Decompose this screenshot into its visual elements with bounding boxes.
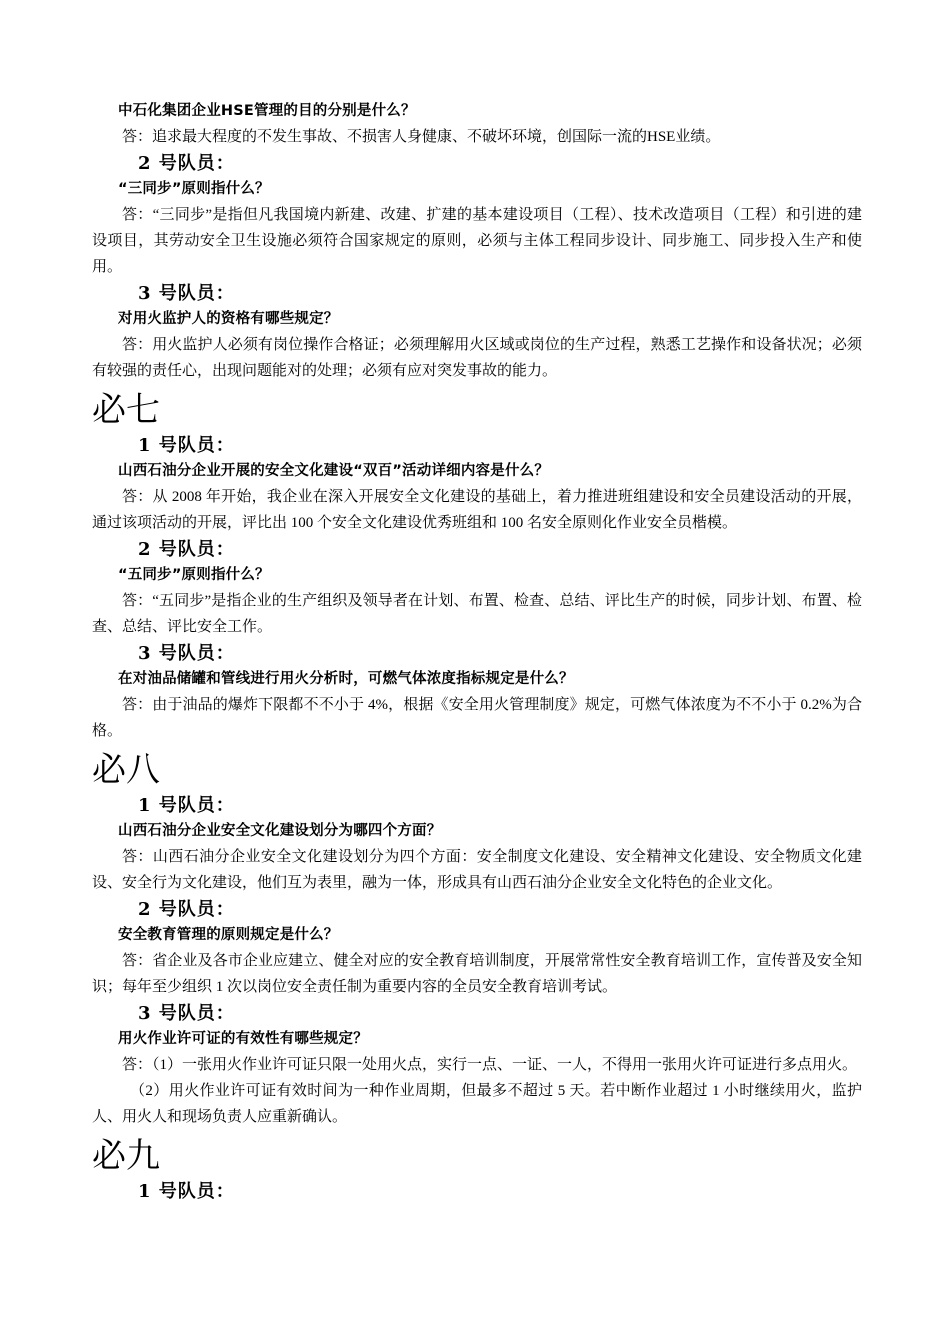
team-member-heading: 1 号队员：: [138, 435, 235, 456]
team-member-heading: 3 号队员：: [138, 283, 235, 304]
question: “五同步”原则指什么？: [118, 567, 270, 583]
answer: 答：用火监护人必须有岗位操作合格证；必须理解用火区域或岗位的生产过程，熟悉工艺操作和设备状况；必须有较强的责任心，出现问题能对的处理；必须有应对突发事故的能力。: [92, 337, 862, 379]
question: 用火作业许可证的有效性有哪些规定？: [118, 1031, 368, 1047]
answer: 答：“五同步”是指企业的生产组织及领导者在计划、布置、检查、总结、评比生产的时候，同步计划、布置、检查、总结、评比安全工作。: [92, 593, 862, 635]
answer: 答：由于油品的爆炸下限都不不小于 4%，根据《安全用火管理制度》规定，可燃气体浓度为不不小于 0.2%为合格。: [92, 697, 862, 739]
question: 安全教育管理的原则规定是什么？: [118, 927, 339, 943]
answer: 答：山西石油分企业安全文化建设划分为四个方面：安全制度文化建设、安全精神文化建设、安全物质文化建设、安全行为文化建设，他们互为表里，融为一体，形成具有山西石油分企业安全文化特色的企业文化。: [92, 849, 862, 891]
answer: 答：省企业及各市企业应建立、健全对应的安全教育培训制度，开展常常性安全教育培训工作，宣传普及安全知识；每年至少组织 1 次以岗位安全责任制为重要内容的全员安全教育培训考试。: [92, 953, 862, 995]
answer: 答：从 2008 年开始，我企业在深入开展安全文化建设的基础上，着力推进班组建设和安全员建设活动的开展，通过该项活动的开展，评比出 100 个安全文化建设优秀班组和 100 名安全原则化作业安全员楷模。: [92, 489, 862, 531]
answer: 答：追求最大程度的不发生事故、不损害人身健康、不破坏环境，创国际一流的HSE业绩。: [122, 129, 721, 145]
document-body: [92, 100, 862, 1206]
team-member-heading: 3 号队员：: [138, 1003, 235, 1024]
answer: 答：（1）一张用火作业许可证只限一处用火点，实行一点、一证、一人，不得用一张用火许可证进行多点用火。: [122, 1057, 858, 1073]
question: 山西石油分企业安全文化建设划分为哪四个方面？: [118, 823, 442, 839]
team-member-heading: 2 号队员：: [138, 899, 235, 920]
team-member-heading: 1 号队员：: [138, 1181, 235, 1202]
team-member-heading: 2 号队员：: [138, 539, 235, 560]
answer-continued: （2）用火作业许可证有效时间为一种作业周期，但最多不超过 5 天。若中断作业超过 1 小时继续用火，监护人、用火人和现场负责人应重新确认。: [92, 1083, 862, 1125]
answer: 答：“三同步”是指但凡我国境内新建、改建、扩建的基本建设项目（工程）、技术改造项目（工程）和引进的建设项目，其劳动安全卫生设施必须符合国家规定的原则，必须与主体工程同步设计、同步施工、同步投入生产和使用。: [92, 207, 862, 275]
question: 在对油品储罐和管线进行用火分析时，可燃气体浓度指标规定是什么？: [118, 671, 574, 687]
team-member-heading: 3 号队员：: [138, 643, 235, 664]
team-member-heading: 2 号队员：: [138, 153, 235, 174]
question: 山西石油分企业开展的安全文化建设“双百”活动详细内容是什么？: [118, 463, 550, 479]
question: “三同步”原则指什么？: [118, 181, 270, 197]
section-heading: 必八: [92, 750, 160, 790]
team-member-heading: 1 号队员：: [138, 795, 235, 816]
question: 对用火监护人的资格有哪些规定？: [118, 311, 339, 327]
section-heading: 必九: [92, 1136, 160, 1176]
section-heading: 必七: [92, 390, 160, 430]
question: 中石化集团企业HSE管理的目的分别是什么？: [118, 103, 416, 119]
